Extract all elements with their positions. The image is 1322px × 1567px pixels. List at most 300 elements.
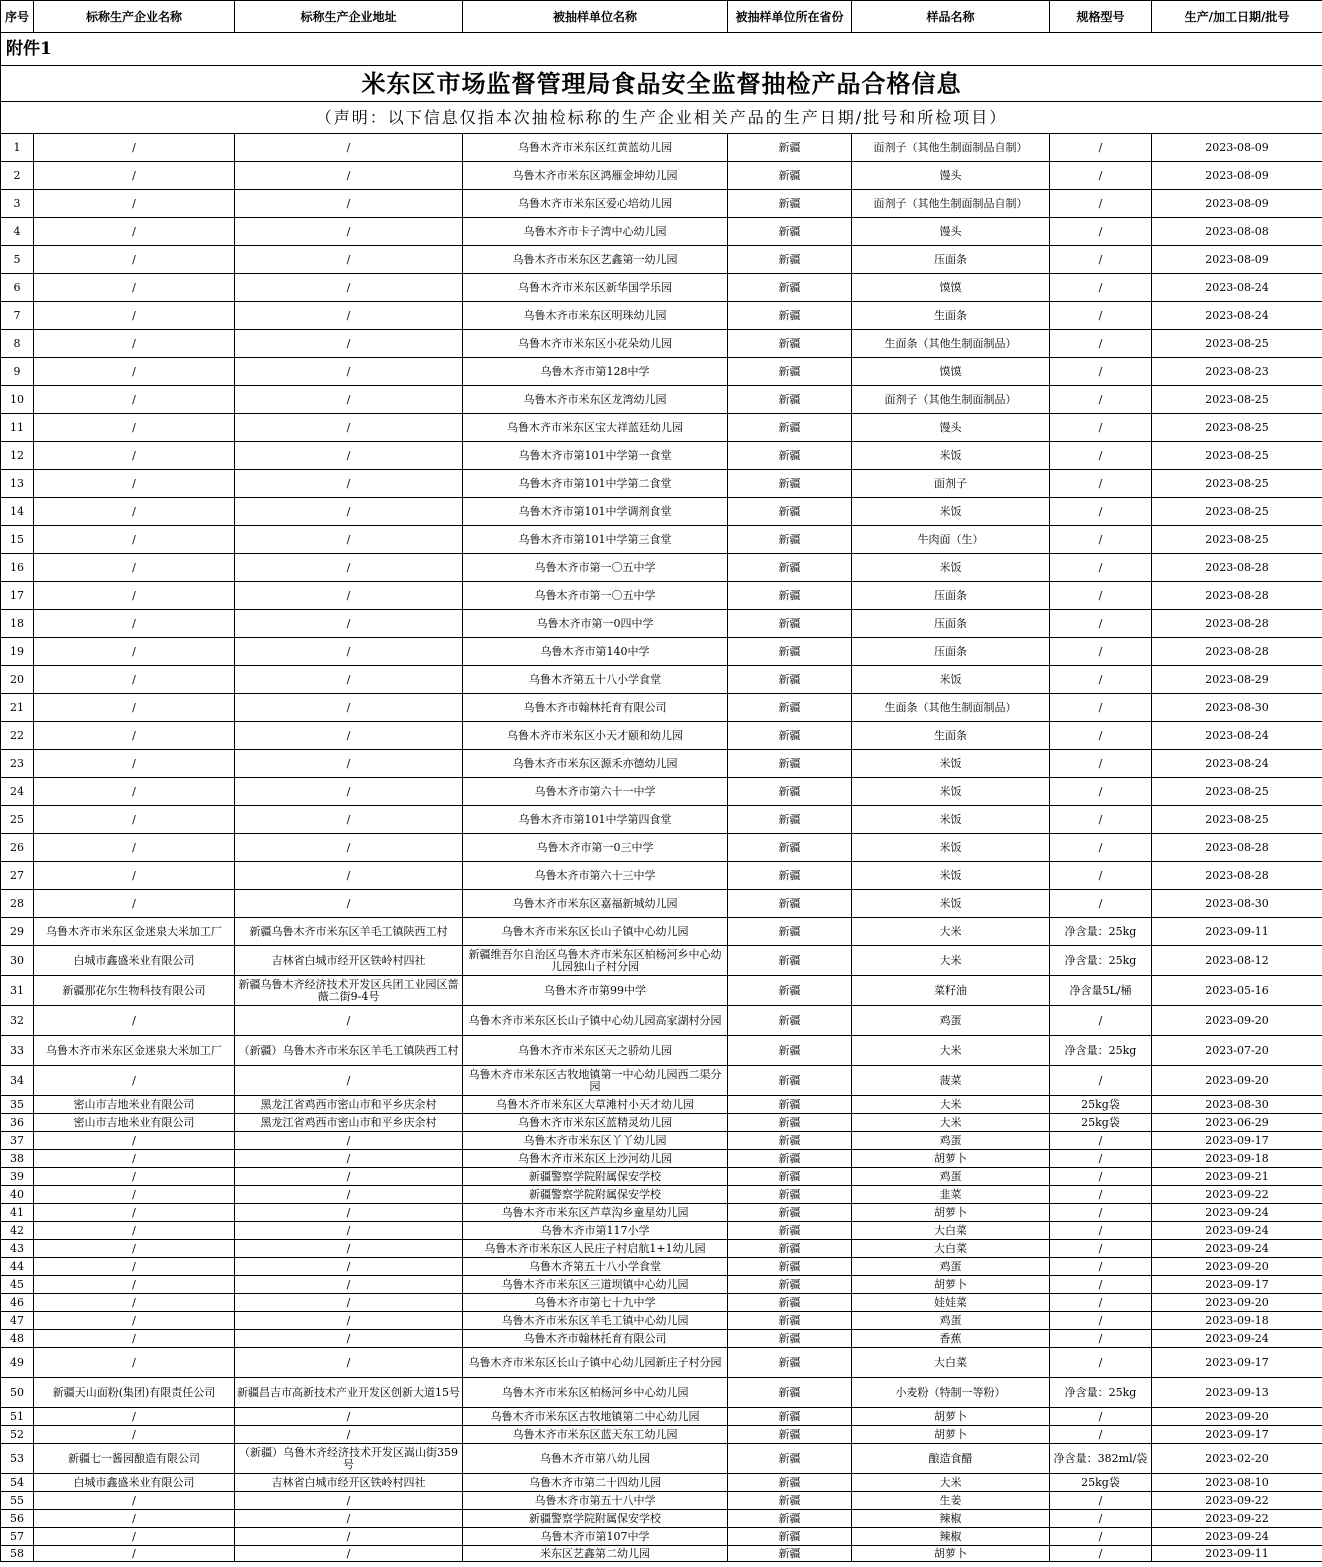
company-name-cell: / — [34, 246, 235, 274]
company-address-cell: （新疆）乌鲁木齐经济技术开发区嵩山街359号 — [235, 1444, 463, 1474]
sampled-unit-cell: 乌鲁木齐市米东区芦草沟乡童星幼儿园 — [463, 1204, 728, 1222]
company-address-cell: / — [235, 1348, 463, 1378]
column-header-spec: 规格型号 — [1050, 1, 1152, 33]
company-name-cell: / — [34, 1408, 235, 1426]
company-address-cell: / — [235, 1492, 463, 1510]
sample-name-cell: 馍馍 — [852, 358, 1050, 386]
table-row — [1, 834, 1322, 862]
table-row — [1, 386, 1322, 414]
sample-name-cell: 米饭 — [852, 750, 1050, 778]
sample-name-cell: 大米 — [852, 918, 1050, 946]
column-header-address: 标称生产企业地址 — [235, 1, 463, 33]
table-row — [1, 218, 1322, 246]
sampled-unit-cell: 乌鲁木齐第五十八小学食堂 — [463, 1258, 728, 1276]
row-number-cell: 3 — [1, 190, 34, 218]
sample-name-cell: 生面条 — [852, 302, 1050, 330]
sample-name-cell: 胡萝卜 — [852, 1204, 1050, 1222]
company-address-cell: / — [235, 498, 463, 526]
table-row — [1, 1426, 1322, 1444]
production-date-cell: 2023-08-30 — [1152, 890, 1322, 918]
company-name-cell: / — [34, 1294, 235, 1312]
table-row — [1, 1258, 1322, 1276]
company-name-cell: / — [34, 582, 235, 610]
province-cell: 新疆 — [728, 274, 852, 302]
table-row — [1, 610, 1322, 638]
company-name-cell: 白城市鑫盛米业有限公司 — [34, 1474, 235, 1492]
province-cell: 新疆 — [728, 1096, 852, 1114]
sample-name-cell: 生面条（其他生制面制品） — [852, 330, 1050, 358]
sample-name-cell: 辣椒 — [852, 1510, 1050, 1528]
table-row — [1, 1066, 1322, 1096]
sample-name-cell: 米饭 — [852, 834, 1050, 862]
sampled-unit-cell: 乌鲁木齐第五十八小学食堂 — [463, 666, 728, 694]
province-cell: 新疆 — [728, 1276, 852, 1294]
company-name-cell: / — [34, 470, 235, 498]
spec-model-cell: / — [1050, 554, 1152, 582]
company-name-cell: / — [34, 1258, 235, 1276]
spec-model-cell: / — [1050, 1258, 1152, 1276]
row-number-cell: 33 — [1, 1036, 34, 1066]
table-row — [1, 190, 1322, 218]
company-address-cell: / — [235, 1312, 463, 1330]
province-cell: 新疆 — [728, 1348, 852, 1378]
sample-name-cell: 胡萝卜 — [852, 1408, 1050, 1426]
row-number-cell: 23 — [1, 750, 34, 778]
sampled-unit-cell: 乌鲁木齐市米东区艺鑫第一幼儿园 — [463, 246, 728, 274]
table-row — [1, 778, 1322, 806]
province-cell: 新疆 — [728, 246, 852, 274]
company-name-cell: / — [34, 1312, 235, 1330]
sampled-unit-cell: 乌鲁木齐市第五十八中学 — [463, 1492, 728, 1510]
province-cell: 新疆 — [728, 946, 852, 976]
province-cell: 新疆 — [728, 1204, 852, 1222]
province-cell: 新疆 — [728, 1066, 852, 1096]
company-name-cell: / — [34, 358, 235, 386]
table-row — [1, 414, 1322, 442]
company-address-cell: / — [235, 1510, 463, 1528]
production-date-cell: 2023-06-29 — [1152, 1114, 1322, 1132]
table-row — [1, 1492, 1322, 1510]
company-address-cell: （新疆）乌鲁木齐市米东区羊毛工镇陕西工村 — [235, 1036, 463, 1066]
production-date-cell: 2023-09-20 — [1152, 1006, 1322, 1036]
sampled-unit-cell: 乌鲁木齐市米东区小天才颐和幼儿园 — [463, 722, 728, 750]
sampled-unit-cell: 乌鲁木齐市第117小学 — [463, 1222, 728, 1240]
sampled-unit-cell: 乌鲁木齐市米东区三道坝镇中心幼儿园 — [463, 1276, 728, 1294]
company-address-cell: / — [235, 582, 463, 610]
production-date-cell: 2023-08-25 — [1152, 778, 1322, 806]
province-cell: 新疆 — [728, 1408, 852, 1426]
company-name-cell: / — [34, 666, 235, 694]
row-number-cell: 16 — [1, 554, 34, 582]
province-cell: 新疆 — [728, 498, 852, 526]
province-cell: 新疆 — [728, 1474, 852, 1492]
table-row — [1, 806, 1322, 834]
sample-name-cell: 米饭 — [852, 778, 1050, 806]
company-name-cell: / — [34, 862, 235, 890]
company-address-cell: / — [235, 1528, 463, 1546]
table-row — [1, 1096, 1322, 1114]
province-cell: 新疆 — [728, 1330, 852, 1348]
production-date-cell: 2023-08-25 — [1152, 470, 1322, 498]
production-date-cell: 2023-09-24 — [1152, 1240, 1322, 1258]
row-number-cell: 46 — [1, 1294, 34, 1312]
spec-model-cell: / — [1050, 638, 1152, 666]
province-cell: 新疆 — [728, 526, 852, 554]
sample-name-cell: 米饭 — [852, 890, 1050, 918]
province-cell: 新疆 — [728, 694, 852, 722]
row-number-cell: 52 — [1, 1426, 34, 1444]
row-number-cell: 5 — [1, 246, 34, 274]
row-number-cell: 11 — [1, 414, 34, 442]
row-number-cell: 54 — [1, 1474, 34, 1492]
company-address-cell: / — [235, 1258, 463, 1276]
company-address-cell: / — [235, 806, 463, 834]
company-address-cell: / — [235, 330, 463, 358]
row-number-cell: 41 — [1, 1204, 34, 1222]
province-cell: 新疆 — [728, 806, 852, 834]
company-address-cell: / — [235, 414, 463, 442]
province-cell: 新疆 — [728, 1444, 852, 1474]
spec-model-cell: / — [1050, 386, 1152, 414]
company-name-cell: 密山市吉地米业有限公司 — [34, 1096, 235, 1114]
production-date-cell: 2023-08-28 — [1152, 834, 1322, 862]
province-cell: 新疆 — [728, 778, 852, 806]
production-date-cell: 2023-08-28 — [1152, 610, 1322, 638]
company-name-cell: / — [34, 1006, 235, 1036]
company-name-cell: / — [34, 330, 235, 358]
production-date-cell: 2023-09-22 — [1152, 1492, 1322, 1510]
sampled-unit-cell: 乌鲁木齐市米东区新华国学乐园 — [463, 274, 728, 302]
province-cell: 新疆 — [728, 610, 852, 638]
company-name-cell: 乌鲁木齐市米东区金迷泉大米加工厂 — [34, 918, 235, 946]
province-cell: 新疆 — [728, 862, 852, 890]
province-cell: 新疆 — [728, 1168, 852, 1186]
company-name-cell: / — [34, 526, 235, 554]
production-date-cell: 2023-07-20 — [1152, 1036, 1322, 1066]
spec-model-cell: 25kg袋 — [1050, 1114, 1152, 1132]
spec-model-cell: / — [1050, 1006, 1152, 1036]
sample-name-cell: 大白菜 — [852, 1240, 1050, 1258]
sampled-unit-cell: 乌鲁木齐市米东区龙湾幼儿园 — [463, 386, 728, 414]
row-number-cell: 25 — [1, 806, 34, 834]
spec-model-cell: / — [1050, 330, 1152, 358]
company-address-cell: 吉林省白城市经开区铁岭村四社 — [235, 1474, 463, 1492]
sampled-unit-cell: 乌鲁木齐市第101中学调剂食堂 — [463, 498, 728, 526]
sample-name-cell: 面剂子 — [852, 470, 1050, 498]
sample-name-cell: 菜籽油 — [852, 976, 1050, 1006]
sample-name-cell: 生面条 — [852, 722, 1050, 750]
company-name-cell: 乌鲁木齐市米东区金迷泉大米加工厂 — [34, 1036, 235, 1066]
production-date-cell: 2023-09-17 — [1152, 1276, 1322, 1294]
spec-model-cell: 净含量5L/桶 — [1050, 976, 1152, 1006]
company-name-cell: / — [34, 386, 235, 414]
spec-model-cell: 净含量：382ml/袋 — [1050, 1444, 1152, 1474]
sample-name-cell: 生面条（其他生制面制品） — [852, 694, 1050, 722]
company-address-cell: / — [235, 526, 463, 554]
spec-model-cell: / — [1050, 750, 1152, 778]
table-row — [1, 246, 1322, 274]
sample-name-cell: 面剂子（其他生制面制品） — [852, 386, 1050, 414]
row-number-cell: 43 — [1, 1240, 34, 1258]
spec-model-cell: / — [1050, 1546, 1152, 1562]
company-name-cell: / — [34, 750, 235, 778]
table-row — [1, 1114, 1322, 1132]
row-number-cell: 1 — [1, 134, 34, 162]
sampled-unit-cell: 乌鲁木齐市米东区柏杨河乡中心幼儿园 — [463, 1378, 728, 1408]
production-date-cell: 2023-08-29 — [1152, 666, 1322, 694]
sample-name-cell: 鸡蛋 — [852, 1132, 1050, 1150]
company-name-cell: / — [34, 1150, 235, 1168]
spec-model-cell: / — [1050, 806, 1152, 834]
row-number-cell: 39 — [1, 1168, 34, 1186]
company-name-cell: / — [34, 1240, 235, 1258]
page-title: 米东区市场监督管理局食品安全监督抽检产品合格信息 — [1, 66, 1322, 102]
sampled-unit-cell: 乌鲁木齐市翰林托育有限公司 — [463, 694, 728, 722]
production-date-cell: 2023-09-20 — [1152, 1294, 1322, 1312]
province-cell: 新疆 — [728, 1426, 852, 1444]
production-date-cell: 2023-08-25 — [1152, 386, 1322, 414]
statement-note: （声明：以下信息仅指本次抽检标称的生产企业相关产品的生产日期/批号和所检项目） — [1, 102, 1322, 134]
spec-model-cell: / — [1050, 442, 1152, 470]
production-date-cell: 2023-08-24 — [1152, 302, 1322, 330]
company-address-cell: / — [235, 358, 463, 386]
company-name-cell: / — [34, 1168, 235, 1186]
province-cell: 新疆 — [728, 1186, 852, 1204]
company-name-cell: 新疆七一酱园酿造有限公司 — [34, 1444, 235, 1474]
company-name-cell: / — [34, 218, 235, 246]
spec-model-cell: / — [1050, 1330, 1152, 1348]
production-date-cell: 2023-08-24 — [1152, 722, 1322, 750]
table-row — [1, 1348, 1322, 1378]
sampled-unit-cell: 乌鲁木齐市米东区人民庄子村启航1+1幼儿园 — [463, 1240, 728, 1258]
row-number-cell: 56 — [1, 1510, 34, 1528]
spec-model-cell: / — [1050, 694, 1152, 722]
table-row — [1, 1510, 1322, 1528]
company-name-cell: / — [34, 1330, 235, 1348]
spec-model-cell: / — [1050, 358, 1152, 386]
province-cell: 新疆 — [728, 918, 852, 946]
column-header-no: 序号 — [1, 1, 34, 33]
table-row — [1, 1240, 1322, 1258]
sampled-unit-cell: 乌鲁木齐市第128中学 — [463, 358, 728, 386]
company-name-cell: / — [34, 834, 235, 862]
company-name-cell: / — [34, 1066, 235, 1096]
spec-model-cell: / — [1050, 1426, 1152, 1444]
province-cell: 新疆 — [728, 302, 852, 330]
table-row — [1, 666, 1322, 694]
table-row — [1, 330, 1322, 358]
company-name-cell: / — [34, 890, 235, 918]
province-cell: 新疆 — [728, 666, 852, 694]
sampled-unit-cell: 乌鲁木齐市第一0四中学 — [463, 610, 728, 638]
row-number-cell: 4 — [1, 218, 34, 246]
sampled-unit-cell: 新疆维吾尔自治区乌鲁木齐市米东区柏杨河乡中心幼儿园独山子村分园 — [463, 946, 728, 976]
company-name-cell: / — [34, 162, 235, 190]
production-date-cell: 2023-09-18 — [1152, 1312, 1322, 1330]
column-header-row — [1, 1, 1322, 33]
company-address-cell: / — [235, 638, 463, 666]
row-number-cell: 27 — [1, 862, 34, 890]
spec-model-cell: / — [1050, 414, 1152, 442]
spec-model-cell: / — [1050, 162, 1152, 190]
production-date-cell: 2023-08-23 — [1152, 358, 1322, 386]
company-address-cell: / — [235, 274, 463, 302]
production-date-cell: 2023-09-17 — [1152, 1132, 1322, 1150]
company-address-cell: / — [235, 190, 463, 218]
table-row — [1, 274, 1322, 302]
row-number-cell: 34 — [1, 1066, 34, 1096]
spec-model-cell: / — [1050, 890, 1152, 918]
attachment-label: 附件1 — [1, 33, 1322, 66]
company-name-cell: 白城市鑫盛米业有限公司 — [34, 946, 235, 976]
row-number-cell: 51 — [1, 1408, 34, 1426]
province-cell: 新疆 — [728, 414, 852, 442]
table-row — [1, 302, 1322, 330]
province-cell: 新疆 — [728, 750, 852, 778]
company-name-cell: / — [34, 1546, 235, 1562]
spec-model-cell: / — [1050, 1528, 1152, 1546]
sampled-unit-cell: 乌鲁木齐市第一〇五中学 — [463, 582, 728, 610]
table-row — [1, 638, 1322, 666]
spec-model-cell: / — [1050, 582, 1152, 610]
sample-name-cell: 压面条 — [852, 582, 1050, 610]
table-row — [1, 694, 1322, 722]
sampled-unit-cell: 乌鲁木齐市米东区小花朵幼儿园 — [463, 330, 728, 358]
row-number-cell: 45 — [1, 1276, 34, 1294]
sample-name-cell: 米饭 — [852, 862, 1050, 890]
sampled-unit-cell: 乌鲁木齐市第六十一中学 — [463, 778, 728, 806]
province-cell: 新疆 — [728, 442, 852, 470]
company-address-cell: / — [235, 554, 463, 582]
production-date-cell: 2023-08-25 — [1152, 526, 1322, 554]
row-number-cell: 36 — [1, 1114, 34, 1132]
sample-name-cell: 压面条 — [852, 610, 1050, 638]
production-date-cell: 2023-08-28 — [1152, 862, 1322, 890]
production-date-cell: 2023-09-24 — [1152, 1330, 1322, 1348]
sample-name-cell: 米饭 — [852, 554, 1050, 582]
row-number-cell: 2 — [1, 162, 34, 190]
sampled-unit-cell: 乌鲁木齐市第107中学 — [463, 1528, 728, 1546]
spec-model-cell: / — [1050, 190, 1152, 218]
sampled-unit-cell: 乌鲁木齐市第101中学第二食堂 — [463, 470, 728, 498]
sampled-unit-cell: 乌鲁木齐市第一0三中学 — [463, 834, 728, 862]
sampled-unit-cell: 乌鲁木齐市第八幼儿园 — [463, 1444, 728, 1474]
company-name-cell: / — [34, 638, 235, 666]
sample-name-cell: 小麦粉（特制一等粉） — [852, 1378, 1050, 1408]
sampled-unit-cell: 乌鲁木齐市米东区蓝天东工幼儿园 — [463, 1426, 728, 1444]
table-row — [1, 1276, 1322, 1294]
table-row — [1, 1378, 1322, 1408]
company-name-cell: / — [34, 302, 235, 330]
spec-model-cell: / — [1050, 302, 1152, 330]
sampled-unit-cell: 乌鲁木齐市第101中学第一食堂 — [463, 442, 728, 470]
production-date-cell: 2023-08-25 — [1152, 330, 1322, 358]
production-date-cell: 2023-09-24 — [1152, 1204, 1322, 1222]
table-body — [1, 134, 1322, 1562]
spec-model-cell: / — [1050, 274, 1152, 302]
province-cell: 新疆 — [728, 134, 852, 162]
company-name-cell: / — [34, 134, 235, 162]
table-row — [1, 1294, 1322, 1312]
company-name-cell: / — [34, 610, 235, 638]
company-name-cell: / — [34, 1510, 235, 1528]
company-address-cell: / — [235, 386, 463, 414]
company-address-cell: / — [235, 722, 463, 750]
production-date-cell: 2023-08-24 — [1152, 274, 1322, 302]
spec-model-cell: / — [1050, 1222, 1152, 1240]
spec-model-cell: 净含量：25kg — [1050, 1378, 1152, 1408]
sampled-unit-cell: 乌鲁木齐市第二十四幼儿园 — [463, 1474, 728, 1492]
company-name-cell: / — [34, 806, 235, 834]
production-date-cell: 2023-05-16 — [1152, 976, 1322, 1006]
sampled-unit-cell: 乌鲁木齐市米东区鸿雁金坤幼儿园 — [463, 162, 728, 190]
row-number-cell: 58 — [1, 1546, 34, 1562]
spec-model-cell: / — [1050, 1186, 1152, 1204]
table-row — [1, 1330, 1322, 1348]
company-address-cell: / — [235, 1276, 463, 1294]
sample-name-cell: 娃娃菜 — [852, 1294, 1050, 1312]
row-number-cell: 14 — [1, 498, 34, 526]
company-address-cell: / — [235, 1294, 463, 1312]
production-date-cell: 2023-08-25 — [1152, 442, 1322, 470]
table-row — [1, 1474, 1322, 1492]
row-number-cell: 10 — [1, 386, 34, 414]
spec-model-cell: / — [1050, 498, 1152, 526]
sampled-unit-cell: 新疆警察学院附属保安学校 — [463, 1510, 728, 1528]
row-number-cell: 24 — [1, 778, 34, 806]
row-number-cell: 48 — [1, 1330, 34, 1348]
spec-model-cell: / — [1050, 722, 1152, 750]
production-date-cell: 2023-08-28 — [1152, 582, 1322, 610]
sample-name-cell: 馒头 — [852, 414, 1050, 442]
sampled-unit-cell: 乌鲁木齐市米东区长山子镇中心幼儿园高家湖村分园 — [463, 1006, 728, 1036]
province-cell: 新疆 — [728, 1150, 852, 1168]
production-date-cell: 2023-08-09 — [1152, 134, 1322, 162]
company-name-cell: / — [34, 1204, 235, 1222]
company-address-cell: / — [235, 162, 463, 190]
spec-model-cell: / — [1050, 1276, 1152, 1294]
table-row — [1, 946, 1322, 976]
sampled-unit-cell: 乌鲁木齐市第七十九中学 — [463, 1294, 728, 1312]
production-date-cell: 2023-08-09 — [1152, 190, 1322, 218]
company-address-cell: / — [235, 1186, 463, 1204]
table-row — [1, 134, 1322, 162]
sampled-unit-cell: 乌鲁木齐市米东区嘉福新城幼儿园 — [463, 890, 728, 918]
sampled-unit-cell: 乌鲁木齐市米东区源禾亦德幼儿园 — [463, 750, 728, 778]
province-cell: 新疆 — [728, 1378, 852, 1408]
sampled-unit-cell: 乌鲁木齐市卡子湾中心幼儿园 — [463, 218, 728, 246]
column-header-province: 被抽样单位所在省份 — [728, 1, 852, 33]
company-address-cell: 新疆乌鲁木齐市米东区羊毛工镇陕西工村 — [235, 918, 463, 946]
province-cell: 新疆 — [728, 330, 852, 358]
table-row — [1, 162, 1322, 190]
spec-model-cell: / — [1050, 526, 1152, 554]
sample-name-cell: 面剂子（其他生制面制品自制） — [852, 134, 1050, 162]
spec-model-cell: 净含量：25kg — [1050, 946, 1152, 976]
sampled-unit-cell: 新疆警察学院附属保安学校 — [463, 1186, 728, 1204]
table-row — [1, 1408, 1322, 1426]
province-cell: 新疆 — [728, 1312, 852, 1330]
sample-name-cell: 馒头 — [852, 218, 1050, 246]
table-row — [1, 1006, 1322, 1036]
row-number-cell: 28 — [1, 890, 34, 918]
spec-model-cell: / — [1050, 1348, 1152, 1378]
row-number-cell: 12 — [1, 442, 34, 470]
production-date-cell: 2023-09-22 — [1152, 1186, 1322, 1204]
province-cell: 新疆 — [728, 1492, 852, 1510]
row-number-cell: 8 — [1, 330, 34, 358]
sampled-unit-cell: 乌鲁木齐市米东区红黄蓝幼儿园 — [463, 134, 728, 162]
